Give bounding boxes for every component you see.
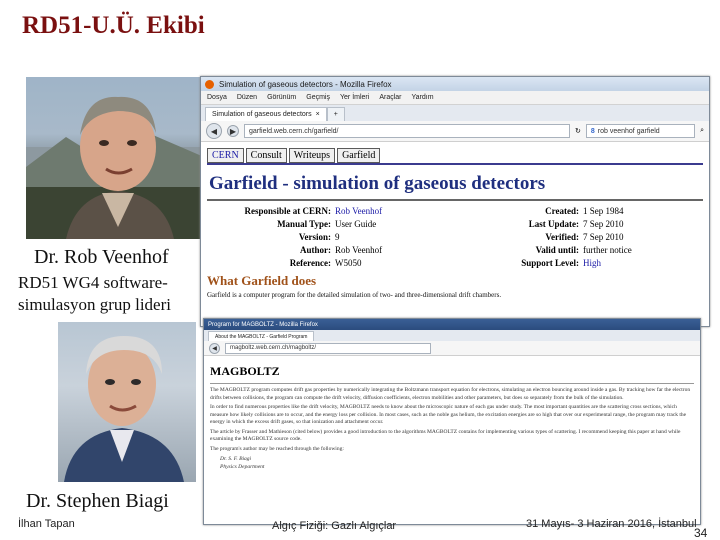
page-content [204, 356, 700, 473]
close-tab-icon[interactable]: × [315, 111, 320, 118]
slide-title: RD51-U.Ü. Ekibi [22, 12, 205, 39]
footer-course: Algıç Fiziği: Gazlı Algıçlar [272, 520, 397, 532]
menu-item-edit[interactable]: Düzen [236, 94, 258, 101]
tab-label: About the MAGBOLTZ - Garfield Program [215, 333, 308, 340]
paragraph: The MAGBOLTZ program computes drift gas properties by numerically integrating the Boltzmann transport equation for electrons, simulating an electron bouncing around inside a gas. By tracking how far the electron drifts between collisions, the program can compute the drift velocity, diffusion coefficients, electron mobilities and other parameters, but does so separately from the bulk of the simulation. [210, 387, 691, 401]
url-text: magboltz.web.cern.ch/magboltz/ [230, 345, 317, 351]
divider [207, 199, 703, 201]
meta-row [459, 205, 703, 218]
meta-key: Responsible at CERN: [244, 206, 331, 216]
meta-value: 7 Sep 2010 [583, 219, 624, 229]
site-tab-writeups[interactable]: Writeups [289, 148, 335, 163]
meta-value: W5050 [335, 258, 362, 268]
caption-role-line2: simulasyon grup lideri [18, 295, 171, 314]
meta-row [459, 218, 703, 231]
meta-value-link[interactable]: Rob Veenhof [335, 206, 383, 216]
window-titlebar [204, 319, 700, 330]
menu-item-tools[interactable]: Araçlar [379, 94, 402, 101]
search-text: rob veenhof garfield [597, 127, 660, 135]
paragraph: The article by Frasser and Mathieson (cited below) provides a good introduction to the algorithms MAGBOLTZ contains for implementing various types of scattering. I recommend keeping this paper at hand while examining the MAGBOLTZ source code. [210, 428, 681, 442]
meta-row [459, 244, 703, 257]
menu-item-help[interactable]: Yardım [411, 94, 434, 101]
site-tab-garfield[interactable]: Garfield [337, 148, 380, 163]
tab-bar [204, 330, 700, 341]
tab-magboltz[interactable] [208, 331, 314, 341]
meta-key: Last Update: [528, 219, 579, 229]
meta-value: further notice [583, 245, 632, 255]
url-bar[interactable] [225, 343, 431, 354]
site-tab-cern[interactable]: CERN [207, 148, 244, 163]
new-tab-button[interactable]: + [327, 107, 345, 121]
footer-date: 31 Mayıs- 3 Haziran 2016, İstanbul [526, 518, 697, 530]
forward-button[interactable]: ▶ [227, 125, 239, 137]
meta-row [207, 218, 451, 231]
menu-item-history[interactable]: Geçmiş [306, 94, 330, 101]
url-text: garfield.web.cern.ch/garfield/ [249, 127, 339, 135]
window-title: Program for MAGBOLTZ - Mozilla Firefox [208, 321, 318, 328]
meta-key: Version: [298, 232, 331, 242]
meta-value: 1 Sep 1984 [583, 206, 624, 216]
meta-key: Verified: [545, 232, 579, 242]
site-tab-consult[interactable]: Consult [246, 148, 287, 163]
site-nav [207, 148, 703, 165]
document-metadata [207, 205, 703, 270]
signature-line: Physics Department [220, 463, 265, 470]
tab-label: Simulation of gaseous detectors [212, 111, 312, 118]
meta-row [207, 257, 451, 270]
menu-item-bookmarks[interactable]: Yer İmleri [340, 94, 370, 101]
meta-row [207, 244, 451, 257]
firefox-icon [205, 80, 214, 89]
section-heading: What Garfield does [207, 273, 317, 288]
back-button[interactable]: ◀ [206, 123, 222, 139]
url-bar[interactable] [244, 124, 570, 138]
divider [210, 383, 694, 384]
meta-value-link[interactable]: High [583, 258, 601, 268]
metadata-left [207, 205, 451, 270]
navigation-bar [204, 341, 700, 356]
meta-key: Author: [300, 245, 331, 255]
caption-role-line1: RD51 WG4 software- [18, 273, 168, 292]
page-title: Garfield - simulation of gaseous detectors [209, 173, 546, 194]
caption-role [18, 272, 171, 316]
page-number: 34 [694, 526, 708, 540]
page-content [201, 142, 709, 304]
tab-garfield[interactable] [205, 107, 327, 121]
window-titlebar [201, 77, 709, 91]
meta-key: Reference: [289, 258, 331, 268]
search-field[interactable] [586, 124, 695, 138]
meta-value: 7 Sep 2010 [583, 232, 624, 242]
menu-item-view[interactable]: Görünüm [267, 94, 297, 101]
footer-author: İlhan Tapan [18, 518, 75, 530]
browser-window-magboltz [203, 318, 701, 525]
photo-stephen-biagi [58, 322, 196, 482]
meta-key: Manual Type: [277, 219, 331, 229]
meta-value: Rob Veenhof [335, 245, 383, 255]
reload-icon[interactable]: ↻ [575, 128, 581, 135]
search-icon[interactable]: ⌕ [700, 127, 704, 134]
meta-value: User Guide [335, 219, 377, 229]
browser-window-garfield [200, 76, 710, 327]
meta-row [207, 205, 451, 218]
tab-bar [201, 105, 709, 121]
menu-item-file[interactable]: Dosya [207, 94, 227, 101]
page-heading: MAGBOLTZ [210, 364, 280, 378]
photo-rob-veenhof [26, 77, 204, 239]
window-title: Simulation of gaseous detectors - Mozilla Firefox [219, 79, 392, 89]
paragraph: The program's author may be reached through the following: [210, 445, 344, 452]
meta-key: Created: [545, 206, 579, 216]
meta-key: Support Level: [521, 258, 579, 268]
google-icon: 8 [590, 127, 595, 135]
metadata-right [459, 205, 703, 270]
meta-row [459, 231, 703, 244]
navigation-bar [201, 121, 709, 142]
meta-row [207, 231, 451, 244]
meta-value: 9 [335, 232, 340, 242]
caption-rob-veenhof: Dr. Rob Veenhof [34, 246, 169, 268]
section-text: Garfield is a computer program for the detailed simulation of two- and three-dimensional drift chambers. [207, 291, 502, 299]
caption-stephen-biagi: Dr. Stephen Biagi [26, 490, 169, 512]
meta-row [459, 257, 703, 270]
menu-bar [201, 91, 709, 105]
back-button[interactable]: ◀ [209, 343, 220, 354]
meta-key: Valid until: [535, 245, 579, 255]
paragraph: In order to find numerous properties like the drift velocity, MAGBOLTZ needs to know about the microscopic nature of each gas under study. The most important quantities are the scattering cross sections, which measure how likely collisions are to occur, and the energy loss per collision. In most cases, such as the noble gas helium, the excitation energies are so high that over our experimental range, the program may track the energy in which the excess drift gases, so that ionization and attachment occur. [210, 404, 687, 425]
signature-line: Dr. S. F. Biagi [220, 456, 252, 462]
